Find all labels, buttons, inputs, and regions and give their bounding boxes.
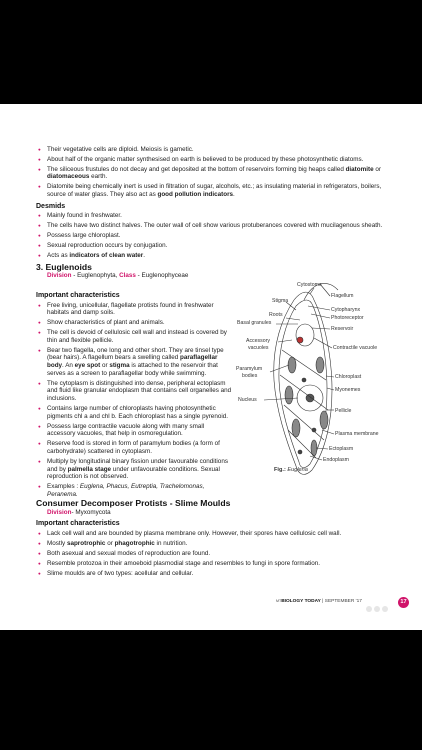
slime-subheading: Important characteristics xyxy=(36,520,120,528)
page-footer: $^{MT}$BIOLOGY TODAY | SEPTEMBER '17 xyxy=(276,599,362,604)
diatoms-bullets xyxy=(36,146,388,280)
label-roots: Roots xyxy=(269,312,283,318)
label-paramylum-2: bodies xyxy=(242,373,258,379)
list-item: ● Examples : Euglena, Phacus, Eutreptia, Trachelomonas, Peranema. xyxy=(36,483,232,498)
label-reservoir: Reservoir xyxy=(331,326,354,332)
slime-heading: Consumer Decomposer Protists - Slime Moulds xyxy=(36,498,231,508)
list-item: ● Mostly saprotrophic or phagotrophic in nutrition. xyxy=(36,540,388,548)
label-endoplasm: Endoplasm xyxy=(323,457,349,463)
list-item: ● Possess large chloroplast. xyxy=(36,232,388,240)
label-cytostome: Cytostome xyxy=(297,282,322,288)
list-item: ● Both asexual and sexual modes of reproduction are found. xyxy=(36,550,388,558)
footer-decoration xyxy=(366,599,390,617)
list-item: ● Bear two flagella, one long and other short. They are tinsel type (bear hairs). A flagellum bears a swelling called paraflagellar body. An eye spot or stigma is attached to the reservoir that serves as a screen to paraflagellar body while swimming. xyxy=(36,347,232,378)
label-ectoplasm: Ectoplasm xyxy=(329,446,354,452)
euglenoid-characteristics xyxy=(36,292,232,501)
list-item: ● Possess large contractile vacuole along with many small accessory vacuoles, that help in osmoregulation. xyxy=(36,423,232,438)
list-item: ● Reserve food is stored in form of paramylum bodies (a form of carbohydrate) scattered in cytoplasm. xyxy=(36,440,232,455)
label-accessory-vacuoles-1: Accessory xyxy=(246,338,270,344)
list-item: ● Acts as indicators of clean water. xyxy=(36,252,388,260)
label-basal-granules: Basal granules xyxy=(237,320,272,326)
list-item: ● The cytoplasm is distinguished into dense, peripheral ectoplasm and fluid like granular endoplasm that contains cell organelles and inclusions. xyxy=(36,380,232,403)
label-chloroplast: Chloroplast xyxy=(335,374,362,380)
desmids-heading: Desmids xyxy=(36,202,66,210)
list-item: ● The cell is devoid of cellulosic cell wall and instead is covered by thin and flexible pellicle. xyxy=(36,329,232,344)
label-pellicle: Pellicle xyxy=(335,408,352,414)
list-item: ● Diatomite being chemically inert is used in filtration of sugar, alcohols, etc.; as insulating material in refrigerators, boilers, source of water glass. They also act as good pollution indicators. xyxy=(36,183,388,198)
list-item: ● The cells have two distinct halves. The outer wall of cell show various protuberances covered with mucilagenous sheath. xyxy=(36,222,388,230)
list-item: ● Show characteristics of plant and animals. xyxy=(36,319,232,327)
label-plasma-membrane: Plasma membrane xyxy=(335,431,379,437)
list-item: ● Mainly found in freshwater. xyxy=(36,212,388,220)
label-photoreceptor: Photoreceptor xyxy=(331,315,364,321)
list-item: ● Free living, unicellular, flagellate protists found in freshwater habitats and damp soils. xyxy=(36,302,232,317)
euglenoids-classification: Division - Euglenophyta, Class - Euglenophyceae xyxy=(47,272,189,280)
slime-classification: Division- Myxomycota xyxy=(47,508,111,516)
list-item: ● Their vegetative cells are diploid. Meiosis is gametic. xyxy=(36,146,388,154)
label-contractile-vacuole: Contractile vacuole xyxy=(333,345,378,351)
list-item: ● Contains large number of chloroplasts having photosynthetic pigments chl a and chl b. Each chloroplast has a single pyrenoid. xyxy=(36,405,232,420)
euglenoid-subheading: Important characteristics xyxy=(36,292,120,299)
label-cytopharynx: Cytopharynx xyxy=(331,307,361,313)
list-item: ● Sexual reproduction occurs by conjugation. xyxy=(36,242,388,250)
list-item: ● About half of the organic matter synthesised on earth is believed to be produced by these photosynthetic diatoms. xyxy=(36,156,388,164)
list-item: ● Lack cell wall and are bounded by plasma membrane only. However, their spores have cellulosic cell wall. xyxy=(36,530,388,538)
list-item: ● The siliceous frustules do not decay and get deposited at the bottom of reservoirs forming big heaps called diatomite or diatomaceous earth. xyxy=(36,166,388,181)
list-item: ● Multiply by longitudinal binary fission under favourable conditions and by palmella stage under unfavourable conditions. Sexual reproduction is not observed. xyxy=(36,458,232,481)
label-stigma: Stigma xyxy=(272,298,289,304)
euglena-diagram xyxy=(234,280,404,480)
list-item: ● Slime moulds are of two types: acellular and cellular. xyxy=(36,570,388,578)
label-myonemes: Myonemes xyxy=(335,387,361,393)
euglena-figure xyxy=(234,280,404,480)
label-flagellum: Flagellum xyxy=(331,293,354,299)
label-nucleus: Nucleus xyxy=(238,397,257,403)
label-paramylum-1: Paramylum xyxy=(236,366,263,372)
figure-caption: Fig.: Euglena xyxy=(274,467,308,473)
label-accessory-vacuoles-2: vacuoles xyxy=(248,345,269,351)
slime-moulds-section xyxy=(36,500,388,580)
list-item: ● Resemble protozoa in their amoeboid plasmodial stage and resembles to fungi in spore formation. xyxy=(36,560,388,568)
page-number: 17 xyxy=(398,597,409,608)
euglenoids-heading: 3. Euglenoids xyxy=(36,261,92,272)
